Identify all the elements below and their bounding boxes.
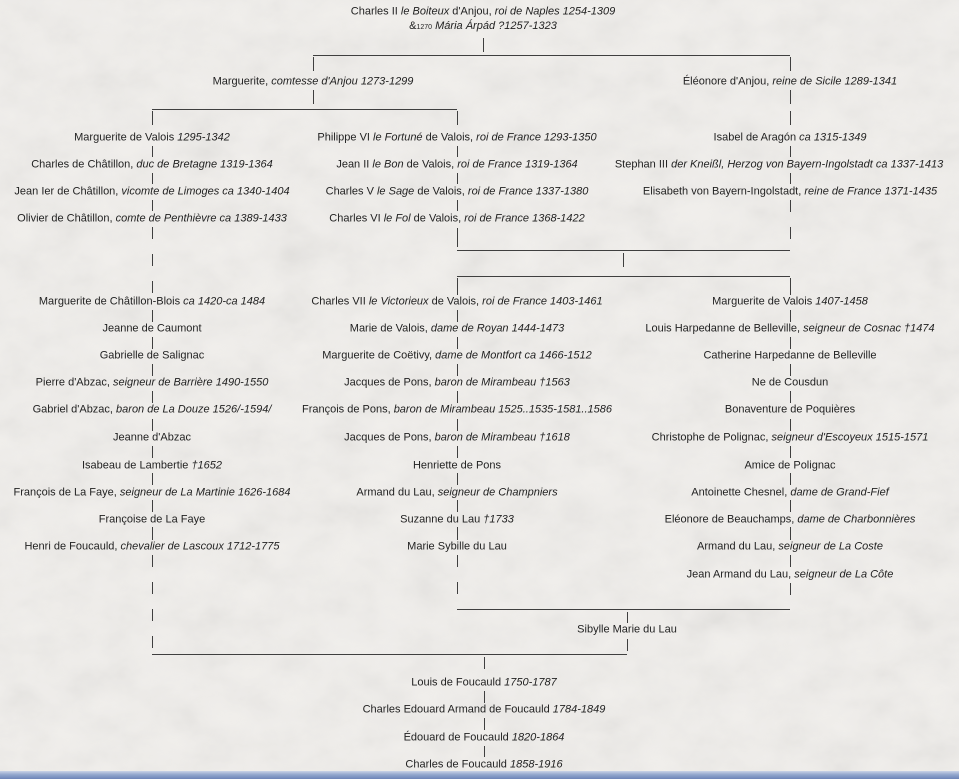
- person-text: Mária Árpád ?1257-1323: [435, 20, 557, 32]
- person-text: 1407-1458: [815, 295, 868, 308]
- person-text: 1858-1916: [509, 758, 563, 771]
- connector-vline-12: [457, 173, 458, 184]
- person-text: seigneur d'Escoyeux 1515-1571: [771, 431, 929, 444]
- person-text: Gabriel d'Abzac,: [32, 403, 117, 416]
- person-text: Marguerite de Valois: [74, 131, 178, 144]
- person-gabriel-dabzac[interactable]: [33, 404, 272, 417]
- person-text: Armand du Lau,: [697, 540, 779, 553]
- person-marguerite-de-chatillon-blois[interactable]: [39, 296, 265, 309]
- person-text: Gabrielle de Salignac: [99, 349, 205, 362]
- person-text: Henri de Foucauld,: [24, 540, 121, 553]
- person-text: seigneur de Champniers: [437, 486, 558, 499]
- person-text: Suzanne du Lau: [400, 513, 484, 526]
- person-text: de Valois,: [428, 295, 483, 308]
- connector-vline-28: [152, 473, 153, 485]
- person-text: Charles de Foucauld: [405, 758, 510, 771]
- person-text: reine de Sicile 1289-1341: [772, 75, 898, 88]
- person-marguerite-comtesse-anjou[interactable]: [213, 76, 414, 89]
- connector-vline-58: [484, 746, 485, 757]
- connector-vline-dashed-51: [457, 555, 458, 607]
- person-francois-de-la-faye[interactable]: [13, 487, 290, 500]
- connector-hline-0: [313, 55, 790, 56]
- person-text: Pierre d'Abzac,: [35, 376, 113, 389]
- person-jean-ier-de-chatillon[interactable]: [14, 186, 289, 199]
- person-text: Amice de Polignac: [744, 459, 836, 472]
- person-text: roi de France 1337-1380: [467, 185, 589, 198]
- connector-vline-41: [790, 337, 791, 349]
- person-jacques-de-pons-1563[interactable]: [344, 377, 570, 390]
- person-louis-de-foucauld[interactable]: [411, 677, 557, 690]
- person-marguerite-de-valois-1295[interactable]: [74, 132, 230, 145]
- connector-vline-27: [152, 446, 153, 458]
- person-text: Louis Harpedanne de Belleville,: [645, 322, 804, 335]
- bottom-edge-bar: [0, 771, 959, 779]
- person-jean-ii[interactable]: [336, 159, 577, 172]
- person-text: dame de Royan 1444-1473: [430, 322, 565, 335]
- person-text: le Victorieux: [368, 295, 429, 308]
- connector-vline-48: [790, 527, 791, 540]
- person-text: 1270: [416, 24, 433, 31]
- person-text: Antoinette Chesnel,: [691, 486, 791, 499]
- connector-vline-4: [790, 90, 791, 104]
- connector-vline-33: [457, 364, 458, 376]
- person-text: Isabeau de Lambertie: [81, 459, 192, 472]
- person-text: seigneur de Cosnac †1474: [803, 322, 935, 335]
- connector-vline-1: [313, 57, 314, 71]
- person-text: Jean Armand du Lau,: [686, 568, 795, 581]
- connector-hline-3: [457, 276, 790, 277]
- person-text: Charles II: [350, 5, 401, 18]
- connector-vline-13: [457, 200, 458, 211]
- connector-vline-dashed-52: [790, 583, 791, 607]
- person-charles-edouard-armand-de-foucauld[interactable]: [363, 704, 606, 717]
- person-text: roi de France 1403-1461: [482, 295, 603, 308]
- connector-vline-53: [627, 612, 628, 623]
- connector-vline-10: [152, 200, 153, 211]
- person-text: de Valois,: [414, 185, 468, 198]
- connector-vline-56: [484, 691, 485, 703]
- person-text: dame de Grand-Fief: [790, 486, 889, 499]
- person-marguerite-de-valois-1407[interactable]: [712, 296, 868, 309]
- person-text: Catherine Harpedanne de Belleville: [703, 349, 877, 362]
- connector-vline-dashed-50: [152, 555, 153, 652]
- person-text: de Valois,: [403, 158, 458, 171]
- person-text: Marguerite de Valois: [712, 295, 816, 308]
- person-text: roi de France 1368-1422: [464, 212, 585, 225]
- person-marguerite-de-coetivy[interactable]: [322, 350, 591, 363]
- person-charles-v[interactable]: [326, 186, 589, 199]
- person-text: baron de Mirambeau †1618: [434, 431, 570, 444]
- connector-vline-24: [152, 364, 153, 376]
- person-text: Louis de Foucauld: [411, 676, 505, 689]
- connector-vline-19: [623, 253, 624, 267]
- connector-hline-1: [152, 109, 457, 110]
- person-antoinette-chesnel[interactable]: [691, 487, 889, 500]
- person-maria-arpad-marriage[interactable]: [409, 20, 557, 34]
- connector-vline-40: [790, 310, 791, 322]
- person-henriette-de-pons[interactable]: [413, 460, 501, 473]
- person-eleonore-anjou[interactable]: [683, 76, 897, 89]
- person-text: roi de France 1293-1350: [476, 131, 597, 144]
- person-text: †1652: [191, 459, 223, 472]
- person-suzanne-du-lau[interactable]: [400, 514, 514, 527]
- person-text: Marguerite de Coëtivy,: [322, 349, 436, 362]
- person-text: Eléonore de Beauchamps,: [664, 513, 798, 526]
- connector-vline-54: [627, 639, 628, 651]
- connector-vline-34: [457, 391, 458, 403]
- person-text: Charles Edouard Armand de Foucauld: [362, 703, 553, 716]
- person-text: der Kneißl, Herzog von Bayern-Ingolstadt ca 1337-1413: [671, 158, 944, 171]
- person-text: †1733: [483, 513, 514, 526]
- person-text: comte de Penthièvre ca 1389-1433: [115, 212, 287, 225]
- person-text: Sibylle Marie du Lau: [577, 623, 677, 636]
- connector-vline-22: [152, 310, 153, 322]
- person-text: Françoise de La Faye: [98, 513, 206, 526]
- connector-hline-4: [457, 609, 790, 610]
- connector-vline-3: [313, 90, 314, 104]
- connector-vline-30: [152, 527, 153, 540]
- person-text: baron de La Douze 1526/-1594/: [116, 403, 272, 416]
- person-text: seigneur de La Côte: [794, 568, 894, 581]
- person-catherine-harpedanne[interactable]: [703, 350, 876, 363]
- connector-vline-57: [484, 718, 485, 730]
- connector-vline-11: [457, 146, 458, 157]
- person-text: roi de Naples 1254-1309: [494, 5, 616, 18]
- person-francois-de-pons[interactable]: [302, 404, 612, 417]
- person-text: dame de Montfort ca 1466-1512: [435, 349, 592, 362]
- person-text: Charles de Châtillon,: [31, 158, 137, 171]
- connector-vline-2: [790, 57, 791, 71]
- person-text: ca 1315-1349: [799, 131, 867, 144]
- connector-vline-8: [152, 146, 153, 157]
- person-marie-sybille-du-lau[interactable]: [407, 541, 507, 554]
- connector-vline-26: [152, 419, 153, 431]
- person-text: François de Pons,: [301, 403, 394, 416]
- person-text: Marie Sybille du Lau: [407, 540, 507, 553]
- person-text: Charles V: [325, 185, 377, 198]
- person-text: le Fol: [383, 212, 411, 225]
- person-isabel-de-aragon[interactable]: [714, 132, 867, 145]
- person-text: Christophe de Polignac,: [651, 431, 772, 444]
- person-text: 1295-1342: [177, 131, 230, 144]
- connector-vline-43: [790, 391, 791, 403]
- person-charles-de-foucauld[interactable]: [405, 759, 562, 772]
- person-ne-de-cousdun[interactable]: [752, 377, 828, 390]
- person-text: Ne de Cousdun: [751, 376, 829, 389]
- connector-vline-25: [152, 391, 153, 403]
- person-text: Marguerite,: [212, 75, 272, 88]
- person-text: Philippe VI: [317, 131, 374, 144]
- person-charles-vii[interactable]: [311, 296, 602, 309]
- connector-vline-35: [457, 419, 458, 431]
- person-armand-du-lau-la-coste[interactable]: [697, 541, 883, 554]
- connector-vline-29: [152, 500, 153, 512]
- person-bonaventure-de-poquieres[interactable]: [725, 404, 855, 417]
- person-text: Charles VII: [311, 295, 369, 308]
- person-christophe-de-polignac[interactable]: [652, 432, 929, 445]
- person-text: roi de France 1319-1364: [457, 158, 578, 171]
- person-text: Elisabeth von Bayern-Ingolstadt,: [642, 185, 805, 198]
- connector-vline-7: [790, 111, 791, 125]
- person-text: de Valois,: [410, 212, 465, 225]
- connector-vline-17: [457, 228, 458, 247]
- person-text: Henriette de Pons: [412, 459, 502, 472]
- person-text: 1750-1787: [504, 676, 557, 689]
- person-charles-ii-anjou[interactable]: [351, 6, 615, 19]
- person-text: ca 1420-ca 1484: [183, 295, 266, 308]
- person-text: baron de Mirambeau 1525..1535-1581..1586: [393, 403, 613, 416]
- connector-vline-dashed-16: [152, 227, 153, 296]
- person-text: Olivier de Châtillon,: [17, 212, 116, 225]
- connector-vline-55: [484, 657, 485, 669]
- person-text: Jeanne de Caumont: [102, 322, 202, 335]
- person-text: d'Anjou,: [449, 5, 495, 18]
- person-text: le Boiteux: [400, 5, 450, 18]
- person-isabeau-de-lambertie[interactable]: [82, 460, 222, 473]
- connector-vline-5: [152, 111, 153, 125]
- person-text: dame de Charbonnières: [797, 513, 916, 526]
- connector-vline-15: [790, 173, 791, 184]
- person-henri-de-foucauld[interactable]: [24, 541, 279, 554]
- connector-vline-23: [152, 337, 153, 349]
- person-louis-harpedanne[interactable]: [645, 323, 934, 336]
- person-text: seigneur de Barrière 1490-1550: [112, 376, 269, 389]
- person-jeanne-dabzac[interactable]: [113, 432, 191, 445]
- person-text: Jeanne d'Abzac: [113, 431, 191, 444]
- person-pierre-dabzac[interactable]: [36, 377, 269, 390]
- person-text: reine de France 1371-1435: [804, 185, 938, 198]
- connector-vline-46: [790, 473, 791, 485]
- connector-hline-5: [152, 654, 627, 655]
- person-text: Jacques de Pons,: [344, 431, 435, 444]
- person-francoise-de-la-faye[interactable]: [99, 514, 205, 527]
- person-text: le Fortuné: [373, 131, 423, 144]
- connector-vline-42: [790, 364, 791, 376]
- person-text: le Bon: [372, 158, 404, 171]
- person-text: François de La Faye,: [13, 486, 120, 499]
- person-armand-du-lau-champniers[interactable]: [356, 487, 557, 500]
- person-text: chevalier de Lascoux 1712-1775: [120, 540, 280, 553]
- person-jean-armand-du-lau[interactable]: [687, 569, 894, 582]
- person-text: &: [409, 20, 417, 32]
- person-text: comtesse d'Anjou 1273-1299: [271, 75, 414, 88]
- person-text: Marie de Valois,: [349, 322, 431, 335]
- person-text: baron de Mirambeau †1563: [434, 376, 570, 389]
- connector-vline-45: [790, 446, 791, 458]
- connector-vline-dashed-18: [790, 200, 791, 247]
- connector-vline-39: [457, 527, 458, 540]
- connector-hline-2: [457, 250, 790, 251]
- person-elisabeth-von-bayern[interactable]: [643, 186, 937, 199]
- person-sibylle-marie-du-lau[interactable]: [577, 624, 677, 637]
- person-jeanne-de-caumont[interactable]: [102, 323, 201, 336]
- connector-vline-0: [483, 38, 484, 52]
- person-text: 1820-1864: [511, 731, 565, 744]
- person-text: vicomte de Limoges ca 1340-1404: [121, 185, 290, 198]
- person-text: Édouard de Foucauld: [403, 731, 512, 744]
- person-text: Armand du Lau,: [356, 486, 438, 499]
- person-text: de Valois,: [422, 131, 477, 144]
- connector-vline-32: [457, 337, 458, 349]
- person-text: Jean II: [336, 158, 373, 171]
- person-stephan-iii[interactable]: [615, 159, 943, 172]
- person-text: Stephan III: [614, 158, 672, 171]
- person-philippe-vi[interactable]: [317, 132, 596, 145]
- person-charles-de-chatillon[interactable]: [31, 159, 273, 172]
- person-text: seigneur de La Martinie 1626-1684: [119, 486, 291, 499]
- person-text: Charles VI: [329, 212, 384, 225]
- person-text: 1784-1849: [552, 703, 606, 716]
- person-text: Bonaventure de Poquières: [724, 403, 856, 416]
- person-text: le Sage: [376, 185, 415, 198]
- connector-vline-6: [457, 111, 458, 125]
- connector-vline-31: [457, 310, 458, 322]
- connector-vline-9: [152, 173, 153, 184]
- connector-vline-49: [790, 555, 791, 567]
- person-text: Jacques de Pons,: [344, 376, 435, 389]
- connector-vline-14: [790, 146, 791, 157]
- person-amice-de-polignac[interactable]: [744, 460, 835, 473]
- connector-vline-20: [457, 278, 458, 295]
- person-jacques-de-pons-1618[interactable]: [344, 432, 570, 445]
- person-text: Isabel de Aragón: [713, 131, 800, 144]
- person-text: Jean Ier de Châtillon,: [14, 185, 122, 198]
- person-eleonore-de-beauchamps[interactable]: [665, 514, 916, 527]
- person-text: duc de Bretagne 1319-1364: [136, 158, 273, 171]
- connector-vline-36: [457, 446, 458, 458]
- connector-vline-21: [790, 278, 791, 295]
- person-gabrielle-de-salignac[interactable]: [100, 350, 205, 363]
- person-olivier-de-chatillon[interactable]: [17, 213, 287, 226]
- connector-vline-44: [790, 419, 791, 431]
- connector-vline-38: [457, 500, 458, 512]
- connector-vline-47: [790, 500, 791, 512]
- person-text: Marguerite de Châtillon-Blois: [38, 295, 184, 308]
- person-charles-vi[interactable]: [329, 213, 584, 226]
- person-text: Éléonore d'Anjou,: [682, 75, 773, 88]
- person-text: seigneur de La Coste: [778, 540, 883, 553]
- person-marie-de-valois[interactable]: [350, 323, 564, 336]
- person-edouard-de-foucauld[interactable]: [404, 732, 565, 745]
- connector-vline-37: [457, 473, 458, 485]
